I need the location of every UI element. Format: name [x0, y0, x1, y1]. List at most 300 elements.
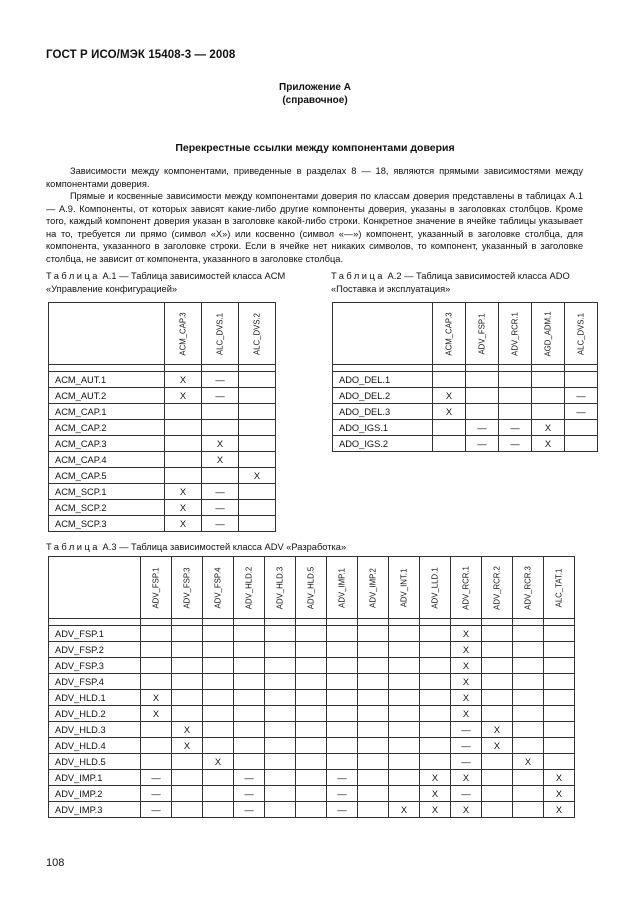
table3-dependency-cell: [327, 674, 358, 690]
table2-column-header: [499, 303, 532, 365]
table3-dependency-cell: [544, 642, 575, 658]
table2-row-label: ADO_IGS.2: [333, 436, 433, 452]
table3-dependency-cell: [296, 626, 327, 642]
table3-dependency-cell: X: [451, 706, 482, 722]
table3-row: [49, 658, 575, 674]
table3-dependency-cell: X: [172, 738, 203, 754]
table2-row-label: ADO_DEL.2: [333, 388, 433, 404]
table3-dependency-cell: [296, 802, 327, 818]
table2-dependency-cell: —: [466, 420, 499, 436]
table3-dependency-cell: [513, 642, 544, 658]
table3-dependency-cell: [203, 674, 234, 690]
table3-dependency-cell: —: [327, 802, 358, 818]
table2-dependency-cell: [433, 436, 466, 452]
table1-dependency-cell: X: [165, 484, 202, 500]
table3-dependency-cell: [482, 674, 513, 690]
table2-dependency-cell: X: [433, 404, 466, 420]
table1-dependency-cell: [239, 404, 276, 420]
table3-dependency-cell: X: [172, 722, 203, 738]
table3-dependency-cell: —: [327, 770, 358, 786]
table3-dependency-cell: [265, 674, 296, 690]
table2-spacer-row: [333, 365, 598, 372]
table1-dependency-cell: [239, 420, 276, 436]
table1-dependency-cell: [202, 420, 239, 436]
table1-dependency-cell: X: [165, 516, 202, 532]
table3-column-label: ADV_INT.1: [399, 568, 409, 607]
table3-row: [49, 802, 575, 818]
table3-dependency-cell: [296, 674, 327, 690]
table3-dependency-cell: [172, 786, 203, 802]
table1-caption-text: А.1 — Таблица зависимостей класса ACM «Управление конфигурацией»: [46, 271, 286, 294]
table1-column-header: [165, 303, 202, 365]
table2-caption-text: А.2 — Таблица зависимостей класса ADO «Поставка и эксплуатация»: [331, 271, 570, 294]
table1-dependency-cell: [202, 404, 239, 420]
table3-dependency-cell: [389, 690, 420, 706]
table3-dependency-cell: [203, 722, 234, 738]
table3-dependency-cell: X: [203, 754, 234, 770]
table3-dependency-cell: [420, 706, 451, 722]
table3-column-label: ALC_TAT.1: [554, 568, 564, 607]
table1-spacer-row: [49, 365, 276, 372]
table2-dependency-cell: [532, 388, 565, 404]
table3-dependency-cell: [234, 722, 265, 738]
table3-dependency-cell: [327, 658, 358, 674]
table3-dependency-cell: [389, 674, 420, 690]
table3-column-header: [451, 557, 482, 619]
table3-column-label: ADV_RCR.2: [492, 565, 502, 610]
table2-column-label: ADV_FSP.1: [477, 312, 487, 355]
table3-spacer-cell: [482, 619, 513, 626]
table3-column-label: ADV_RCR.1: [461, 565, 471, 610]
table1-corner-cell: [49, 303, 165, 365]
table3-dependency-cell: [482, 690, 513, 706]
table3-dependency-cell: [389, 786, 420, 802]
table3-dependency-cell: [358, 754, 389, 770]
table3-spacer-cell: [172, 619, 203, 626]
table1-row-label: ACM_CAP.2: [49, 420, 165, 436]
table3-dependency-cell: —: [141, 802, 172, 818]
paragraph-2: Прямые и косвенные зависимости между компонентами доверия по классам доверия представлены в таблицах А.1 — А.9. Компоненты, от которых зависят какие-либо другие компоненты доверия, указаны в заголовках столбцов. Кроме того, каждый компонент доверия указан в заголовке какой-либо строки. Конкретное значение в ячейке таблицы указывает на то, требуется ли прямо (символ «X») или косвенно (символ «—») компонент, указанный в заголовке столбца, для компонента, указанного в заголовке строки. Если в ячейке нет никаких символов, то компонент, указанный в заголовке столбца, не зависит от компонента, указанного в заголовке столбца.: [46, 191, 583, 264]
table3-spacer-cell: [234, 619, 265, 626]
table3-dependency-cell: [327, 738, 358, 754]
table3-dependency-cell: [358, 658, 389, 674]
table3-dependency-cell: [141, 642, 172, 658]
table3-dependency-cell: [172, 754, 203, 770]
table1-dependency-cell: [165, 404, 202, 420]
table3-dependency-cell: [327, 754, 358, 770]
table2-column-label: ACM_CAP.3: [444, 311, 454, 356]
table1-dependency-cell: [165, 420, 202, 436]
table3-dependency-cell: [358, 642, 389, 658]
table3-dependency-cell: [265, 786, 296, 802]
table1-spacer-cell: [165, 365, 202, 372]
table3-dependency-cell: [513, 786, 544, 802]
table3-dependency-cell: [544, 754, 575, 770]
table3-dependency-cell: [234, 642, 265, 658]
table3-dependency-cell: [513, 658, 544, 674]
table3-row-label: ADV_IMP.1: [49, 770, 141, 786]
table3-dependency-cell: [544, 674, 575, 690]
table3-column-label: ADV_FSP.1: [151, 566, 161, 609]
table1-dependency-cell: —: [202, 388, 239, 404]
table1-row: [49, 452, 276, 468]
table1-dependency-cell: [165, 436, 202, 452]
section-title: Перекрестные ссылки между компонентами доверия: [175, 142, 455, 154]
table2-spacer-cell: [333, 365, 433, 372]
table3-dependency-cell: [482, 754, 513, 770]
table1-dependency-cell: X: [165, 388, 202, 404]
table3-column-header: [141, 557, 172, 619]
table3-dependency-cell: [141, 722, 172, 738]
table3-row-label: ADV_FSP.1: [49, 626, 141, 642]
table3-dependency-cell: [544, 658, 575, 674]
table1-column-label: ALC_DVS.1: [215, 312, 225, 355]
table2-dependency-cell: —: [499, 420, 532, 436]
table3-dependency-cell: [141, 658, 172, 674]
table3-column-header: [265, 557, 296, 619]
table3-row-label: ADV_IMP.2: [49, 786, 141, 802]
table1-dependency-cell: X: [239, 468, 276, 484]
table3-row: [49, 738, 575, 754]
table2-spacer-cell: [565, 365, 598, 372]
annex-heading: [0, 81, 630, 107]
table3-column-header: [327, 557, 358, 619]
table3-dependency-cell: [296, 690, 327, 706]
table3-dependency-cell: [420, 658, 451, 674]
table2-spacer-cell: [466, 365, 499, 372]
table2-dependency-cell: [466, 404, 499, 420]
table3-dependency-cell: [234, 674, 265, 690]
table1-caption: [46, 270, 308, 295]
table3-row-label: ADV_HLD.2: [49, 706, 141, 722]
table3-dependency-cell: [172, 642, 203, 658]
table3-dependency-cell: —: [451, 754, 482, 770]
table3-dependency-cell: [296, 722, 327, 738]
table3-dependency-cell: [141, 754, 172, 770]
table3-column-label: ADV_IMP.1: [337, 567, 347, 608]
table3-dependency-cell: [420, 722, 451, 738]
table1-dependency-cell: [202, 468, 239, 484]
table3-dependency-cell: X: [544, 770, 575, 786]
table3-dependency-cell: [482, 626, 513, 642]
table3-dependency-cell: [203, 738, 234, 754]
table3-dependency-cell: [358, 690, 389, 706]
table3-dependency-cell: X: [482, 722, 513, 738]
table3-dependency-cell: [420, 754, 451, 770]
table2-row-label: ADO_DEL.1: [333, 372, 433, 388]
table3-dependency-cell: [234, 754, 265, 770]
table2-column-label: ALC_DVS.1: [576, 312, 586, 355]
table2-row-label: ADO_IGS.1: [333, 420, 433, 436]
table3-row: [49, 722, 575, 738]
description-paragraph: [46, 190, 583, 266]
table3-dependency-cell: [358, 786, 389, 802]
table1-row-label: ACM_CAP.4: [49, 452, 165, 468]
table3-dependency-cell: [234, 626, 265, 642]
table3-dependency-cell: —: [234, 770, 265, 786]
table3-column-header: [544, 557, 575, 619]
table1-dependency-cell: X: [165, 500, 202, 516]
table3-dependency-cell: [203, 690, 234, 706]
table2-row: [333, 372, 598, 388]
table1-row: [49, 420, 276, 436]
table3-dependency-cell: [389, 642, 420, 658]
table3-dependency-cell: [327, 642, 358, 658]
table3-spacer-cell: [513, 619, 544, 626]
table3-dependency-cell: [203, 786, 234, 802]
table3-spacer-cell: [327, 619, 358, 626]
table3-dependency-cell: [234, 690, 265, 706]
table3-dependency-cell: X: [544, 802, 575, 818]
table3-dependency-cell: [358, 770, 389, 786]
table1-dependency-cell: [239, 372, 276, 388]
table2-dependency-cell: X: [433, 388, 466, 404]
table1-dependency-cell: [165, 468, 202, 484]
table3-spacer-cell: [296, 619, 327, 626]
table3-column-label: ADV_HLD.5: [306, 566, 316, 609]
table3-row-label: ADV_HLD.1: [49, 690, 141, 706]
table3-spacer-cell: [203, 619, 234, 626]
intro-paragraph: [46, 165, 583, 190]
table3-dependency-cell: [389, 706, 420, 722]
table3-dependency-cell: [296, 754, 327, 770]
table1-spacer-cell: [49, 365, 165, 372]
table1-row-label: ACM_CAP.1: [49, 404, 165, 420]
table3-caption-text: А.3 — Таблица зависимостей класса ADV «Разработка»: [102, 542, 347, 552]
table1-row: [49, 484, 276, 500]
table3-dependency-cell: [296, 770, 327, 786]
table1-dependency-cell: X: [165, 372, 202, 388]
table1-dependency-cell: —: [202, 500, 239, 516]
table3-dependency-cell: —: [451, 786, 482, 802]
table1-spacer-cell: [202, 365, 239, 372]
table2-dependency-cell: —: [565, 388, 598, 404]
table3-dependency-cell: [513, 738, 544, 754]
table2-spacer-cell: [532, 365, 565, 372]
table3-dependency-cell: [513, 706, 544, 722]
table3-dependency-cell: X: [451, 674, 482, 690]
table3-dependency-cell: X: [451, 770, 482, 786]
table1-row-label: ACM_AUT.2: [49, 388, 165, 404]
table3-column-label: ADV_FSP.3: [182, 566, 192, 609]
table3-dependency-cell: [513, 674, 544, 690]
table3-dependency-cell: [358, 674, 389, 690]
table3-dependency-cell: [265, 626, 296, 642]
table3-dependency-cell: —: [451, 738, 482, 754]
table3-dependency-cell: X: [451, 642, 482, 658]
table3-dependency-cell: X: [451, 690, 482, 706]
table1-row: [49, 468, 276, 484]
table2-dependencies-ado: [332, 302, 598, 452]
table1-caption-word: Таблица: [46, 271, 100, 281]
table3-dependency-cell: X: [141, 690, 172, 706]
table1-dependency-cell: [239, 388, 276, 404]
table3-row: [49, 626, 575, 642]
table3-dependency-cell: [265, 658, 296, 674]
table3-dependency-cell: [544, 626, 575, 642]
table2-column-header: [532, 303, 565, 365]
table2-spacer-cell: [499, 365, 532, 372]
table3-column-label: ADV_FSP.4: [213, 566, 223, 609]
table3-row: [49, 754, 575, 770]
table3-spacer-row: [49, 619, 575, 626]
table3-dependency-cell: [265, 706, 296, 722]
table3-dependency-cell: [296, 738, 327, 754]
table1-dependency-cell: [239, 516, 276, 532]
table1-dependency-cell: [239, 452, 276, 468]
table2-caption-word: Таблица: [331, 271, 385, 281]
table3-dependency-cell: [327, 706, 358, 722]
table2-dependency-cell: [565, 420, 598, 436]
table2-dependency-cell: —: [499, 436, 532, 452]
table3-dependency-cell: [389, 626, 420, 642]
table2-dependency-cell: X: [532, 436, 565, 452]
table3-dependency-cell: —: [234, 802, 265, 818]
table3-column-header: [296, 557, 327, 619]
table2-dependency-cell: [433, 420, 466, 436]
table3-spacer-cell: [389, 619, 420, 626]
table3-spacer-cell: [544, 619, 575, 626]
table2-dependency-cell: X: [532, 420, 565, 436]
paragraph-1: Зависимости между компонентами, приведенные в разделах 8 — 18, являются прямыми зависимостями между компонентами доверия.: [46, 166, 583, 189]
table3-dependency-cell: [234, 706, 265, 722]
table3-dependency-cell: [420, 642, 451, 658]
table1-dependencies-acm: [48, 302, 276, 532]
table3-column-header: [482, 557, 513, 619]
table3-caption-word: Таблица: [46, 542, 100, 552]
table2-caption: [331, 270, 593, 295]
table2-dependency-cell: —: [466, 436, 499, 452]
table3-dependency-cell: [234, 658, 265, 674]
table3-row-label: ADV_HLD.5: [49, 754, 141, 770]
table3-dependency-cell: [203, 626, 234, 642]
table3-row-label: ADV_IMP.3: [49, 802, 141, 818]
table1-row-label: ACM_SCP.2: [49, 500, 165, 516]
table3-dependency-cell: [389, 658, 420, 674]
table3-column-label: ADV_IMP.2: [368, 567, 378, 608]
table3-dependency-cell: [203, 658, 234, 674]
table3-row-label: ADV_FSP.4: [49, 674, 141, 690]
table1-column-label: ACM_CAP.3: [178, 311, 188, 356]
table3-dependency-cell: [358, 706, 389, 722]
table3-dependency-cell: [482, 658, 513, 674]
table1-row-label: ACM_CAP.3: [49, 436, 165, 452]
table3-spacer-cell: [358, 619, 389, 626]
table3-dependency-cell: [420, 690, 451, 706]
table3-row: [49, 786, 575, 802]
table3-dependency-cell: [482, 706, 513, 722]
table3-dependency-cell: [327, 690, 358, 706]
table1-dependency-cell: [239, 500, 276, 516]
table3-dependency-cell: [389, 722, 420, 738]
table3-dependency-cell: [327, 626, 358, 642]
table1-row-label: ACM_AUT.1: [49, 372, 165, 388]
table1-dependency-cell: [239, 484, 276, 500]
table3-dependency-cell: [141, 738, 172, 754]
table3-column-label: ADV_HLD.3: [275, 566, 285, 609]
table3-dependency-cell: [420, 738, 451, 754]
table3-dependency-cell: [544, 690, 575, 706]
table3-dependency-cell: [296, 786, 327, 802]
table3-dependency-cell: [358, 738, 389, 754]
table3-dependency-cell: X: [141, 706, 172, 722]
table2-column-header: [565, 303, 598, 365]
table2-spacer-cell: [433, 365, 466, 372]
table3-column-header: [172, 557, 203, 619]
table2-dependency-cell: [565, 372, 598, 388]
table3-row-label: ADV_FSP.3: [49, 658, 141, 674]
table3-dependency-cell: —: [141, 786, 172, 802]
table3-dependency-cell: [513, 770, 544, 786]
table1-row: [49, 372, 276, 388]
table2-corner-cell: [333, 303, 433, 365]
table3-dependency-cell: [482, 802, 513, 818]
table3-row: [49, 674, 575, 690]
table2-dependency-cell: [499, 404, 532, 420]
table3-dependency-cell: [296, 642, 327, 658]
table3-caption: [46, 541, 586, 554]
table3-dependency-cell: [513, 722, 544, 738]
table3-row-label: ADV_HLD.4: [49, 738, 141, 754]
table3-column-label: ADV_RCR.3: [523, 565, 533, 610]
table3-dependency-cell: [389, 754, 420, 770]
table1-row: [49, 436, 276, 452]
table3-row: [49, 642, 575, 658]
table3-dependency-cell: [265, 754, 296, 770]
table2-dependency-cell: [499, 372, 532, 388]
table3-dependency-cell: [358, 626, 389, 642]
table3-dependency-cell: —: [451, 722, 482, 738]
table3-dependency-cell: [420, 626, 451, 642]
table3-dependency-cell: [172, 690, 203, 706]
table3-spacer-cell: [49, 619, 141, 626]
table1-spacer-cell: [239, 365, 276, 372]
table3-dependency-cell: [203, 642, 234, 658]
table1-dependency-cell: —: [202, 372, 239, 388]
table2-row-label: ADO_DEL.3: [333, 404, 433, 420]
table3-column-label: ADV_HLD.2: [244, 566, 254, 609]
page-number: 108: [46, 857, 65, 869]
table3-dependency-cell: [265, 802, 296, 818]
table1-row-label: ACM_SCP.3: [49, 516, 165, 532]
table3-dependency-cell: X: [513, 754, 544, 770]
table3-column-label: ADV_LLD.1: [430, 566, 440, 609]
table2-dependency-cell: [433, 372, 466, 388]
table2-dependency-cell: [466, 372, 499, 388]
table3-dependency-cell: [265, 738, 296, 754]
table2-column-header: [466, 303, 499, 365]
table3-spacer-cell: [141, 619, 172, 626]
table3-dependency-cell: [172, 706, 203, 722]
table3-dependency-cell: [265, 722, 296, 738]
table1-row: [49, 500, 276, 516]
table3-dependency-cell: [203, 706, 234, 722]
table3-dependency-cell: [172, 674, 203, 690]
table2-column-label: AGD_ADM.1: [543, 310, 553, 357]
table3-dependency-cell: [172, 658, 203, 674]
table3-dependency-cell: [358, 722, 389, 738]
table1-row-label: ACM_CAP.5: [49, 468, 165, 484]
table3-dependency-cell: [327, 722, 358, 738]
table3-dependency-cell: [482, 786, 513, 802]
table3-row-label: ADV_FSP.2: [49, 642, 141, 658]
table3-dependency-cell: X: [420, 786, 451, 802]
table3-dependency-cell: [544, 738, 575, 754]
table3-dependency-cell: [172, 770, 203, 786]
table3-dependency-cell: [389, 738, 420, 754]
table3-dependency-cell: X: [420, 802, 451, 818]
document-header: ГОСТ Р ИСО/МЭК 15408-3 — 2008: [46, 49, 236, 61]
